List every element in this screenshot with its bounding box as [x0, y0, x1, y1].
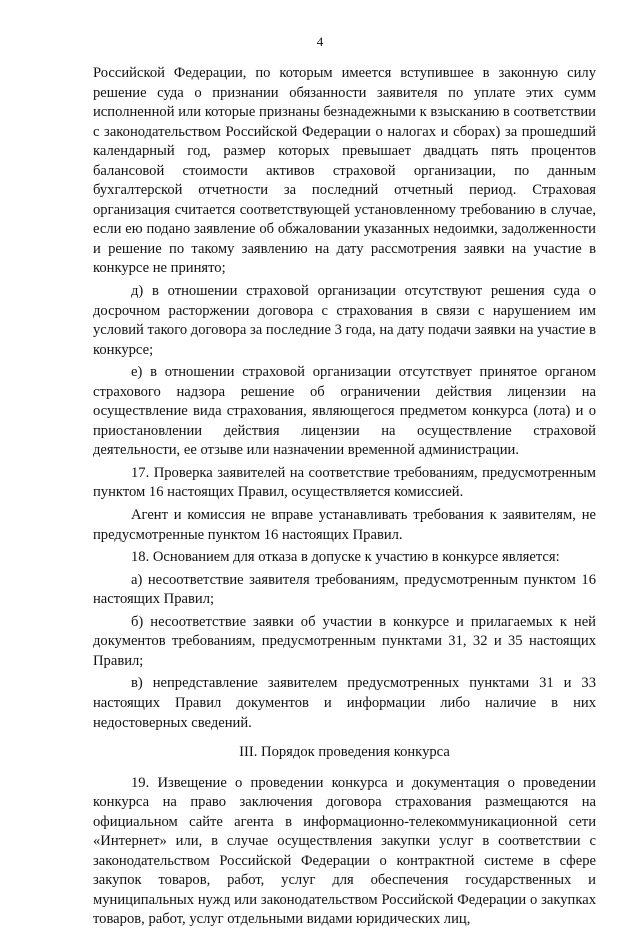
paragraph-item-a: а) несоответствие заявителя требованиям, предусмотренным пунктом 16 настоящих Правил;	[93, 571, 596, 608]
paragraph-item-d: д) в отношении страховой организации отсутствуют решения суда о досрочном расторжении договора с страхования в связи с нарушением им условий такого договора за последние 3 года, на дату подачи заявки на участие в конкурсе;	[93, 283, 596, 358]
section-heading: III. Порядок проведения конкурса	[239, 744, 450, 761]
paragraph-17: 17. Проверка заявителей на соответствие требованиям, предусмотренным пунктом 16 настоящих Правил, осуществляется комиссией.	[93, 464, 596, 501]
paragraph-agent-commission: Агент и комиссия не вправе устанавливать требования к заявителям, не предусмотренные пунктом 16 настоящих Правил.	[93, 507, 596, 543]
page-number: 4	[316, 34, 324, 49]
paragraph-19: 19. Извещение о проведении конкурса и документация о проведении конкурса на право заключения договора страхования размещаются на официальном сайте агента в информационно-телекоммуникационной сети «Интернет» или, в случае осуществления закупки услуг в соответствии с законодательством Российской Федерации о контрактной системе в сфере закупок товаров, работ, услуг для обеспечения государственных и муниципальных нужд или законодательством Российской Федерации о закупках товаров, работ, услуг отдельными видами юридических лиц,	[93, 774, 596, 928]
paragraph-item-b: б) несоответствие заявки об участии в конкурсе и прилагаемых к ней документов требованиям, предусмотренным пунктами 31, 32 и 35 настоящих Правил;	[93, 613, 596, 669]
paragraph-item-v: в) непредставление заявителем предусмотренных пунктами 31 и 33 настоящих Правил документов и информации либо наличие в них недостоверных сведений.	[93, 675, 596, 731]
document-body	[93, 64, 596, 930]
paragraph-18: 18. Основанием для отказа в допуске к участию в конкурсе является:	[131, 549, 560, 566]
paragraph-item-e: е) в отношении страховой организации отсутствует принятое органом страхового надзора решение об ограничении действия лицензии на осуществление вида страхования, являющегося предметом конкурса (лота) и о приостановлении действия лицензии на осуществление страховой деятельности, ее отзыве или назначении временной администрации.	[93, 364, 596, 459]
paragraph-continuation: Российской Федерации, по которым имеется вступившее в законную силу решение суда о признании обязанности заявителя по уплате этих сумм исполненной или которые признаны безнадежными к взысканию в соответствии с законодательством Российской Федерации о налогах и сборах) за прошедший календарный год, размер которых превышает двадцать пять процентов балансовой стоимости активов страховой организации, по данным бухгалтерской отчетности за последний отчетный период. Страховая организация считается соответствующей установленному требованию в случае, если ею подано заявление об обжаловании указанных недоимки, задолженности и решение по такому заявлению на дату рассмотрения заявки на участие в конкурсе не принято;	[93, 65, 596, 277]
